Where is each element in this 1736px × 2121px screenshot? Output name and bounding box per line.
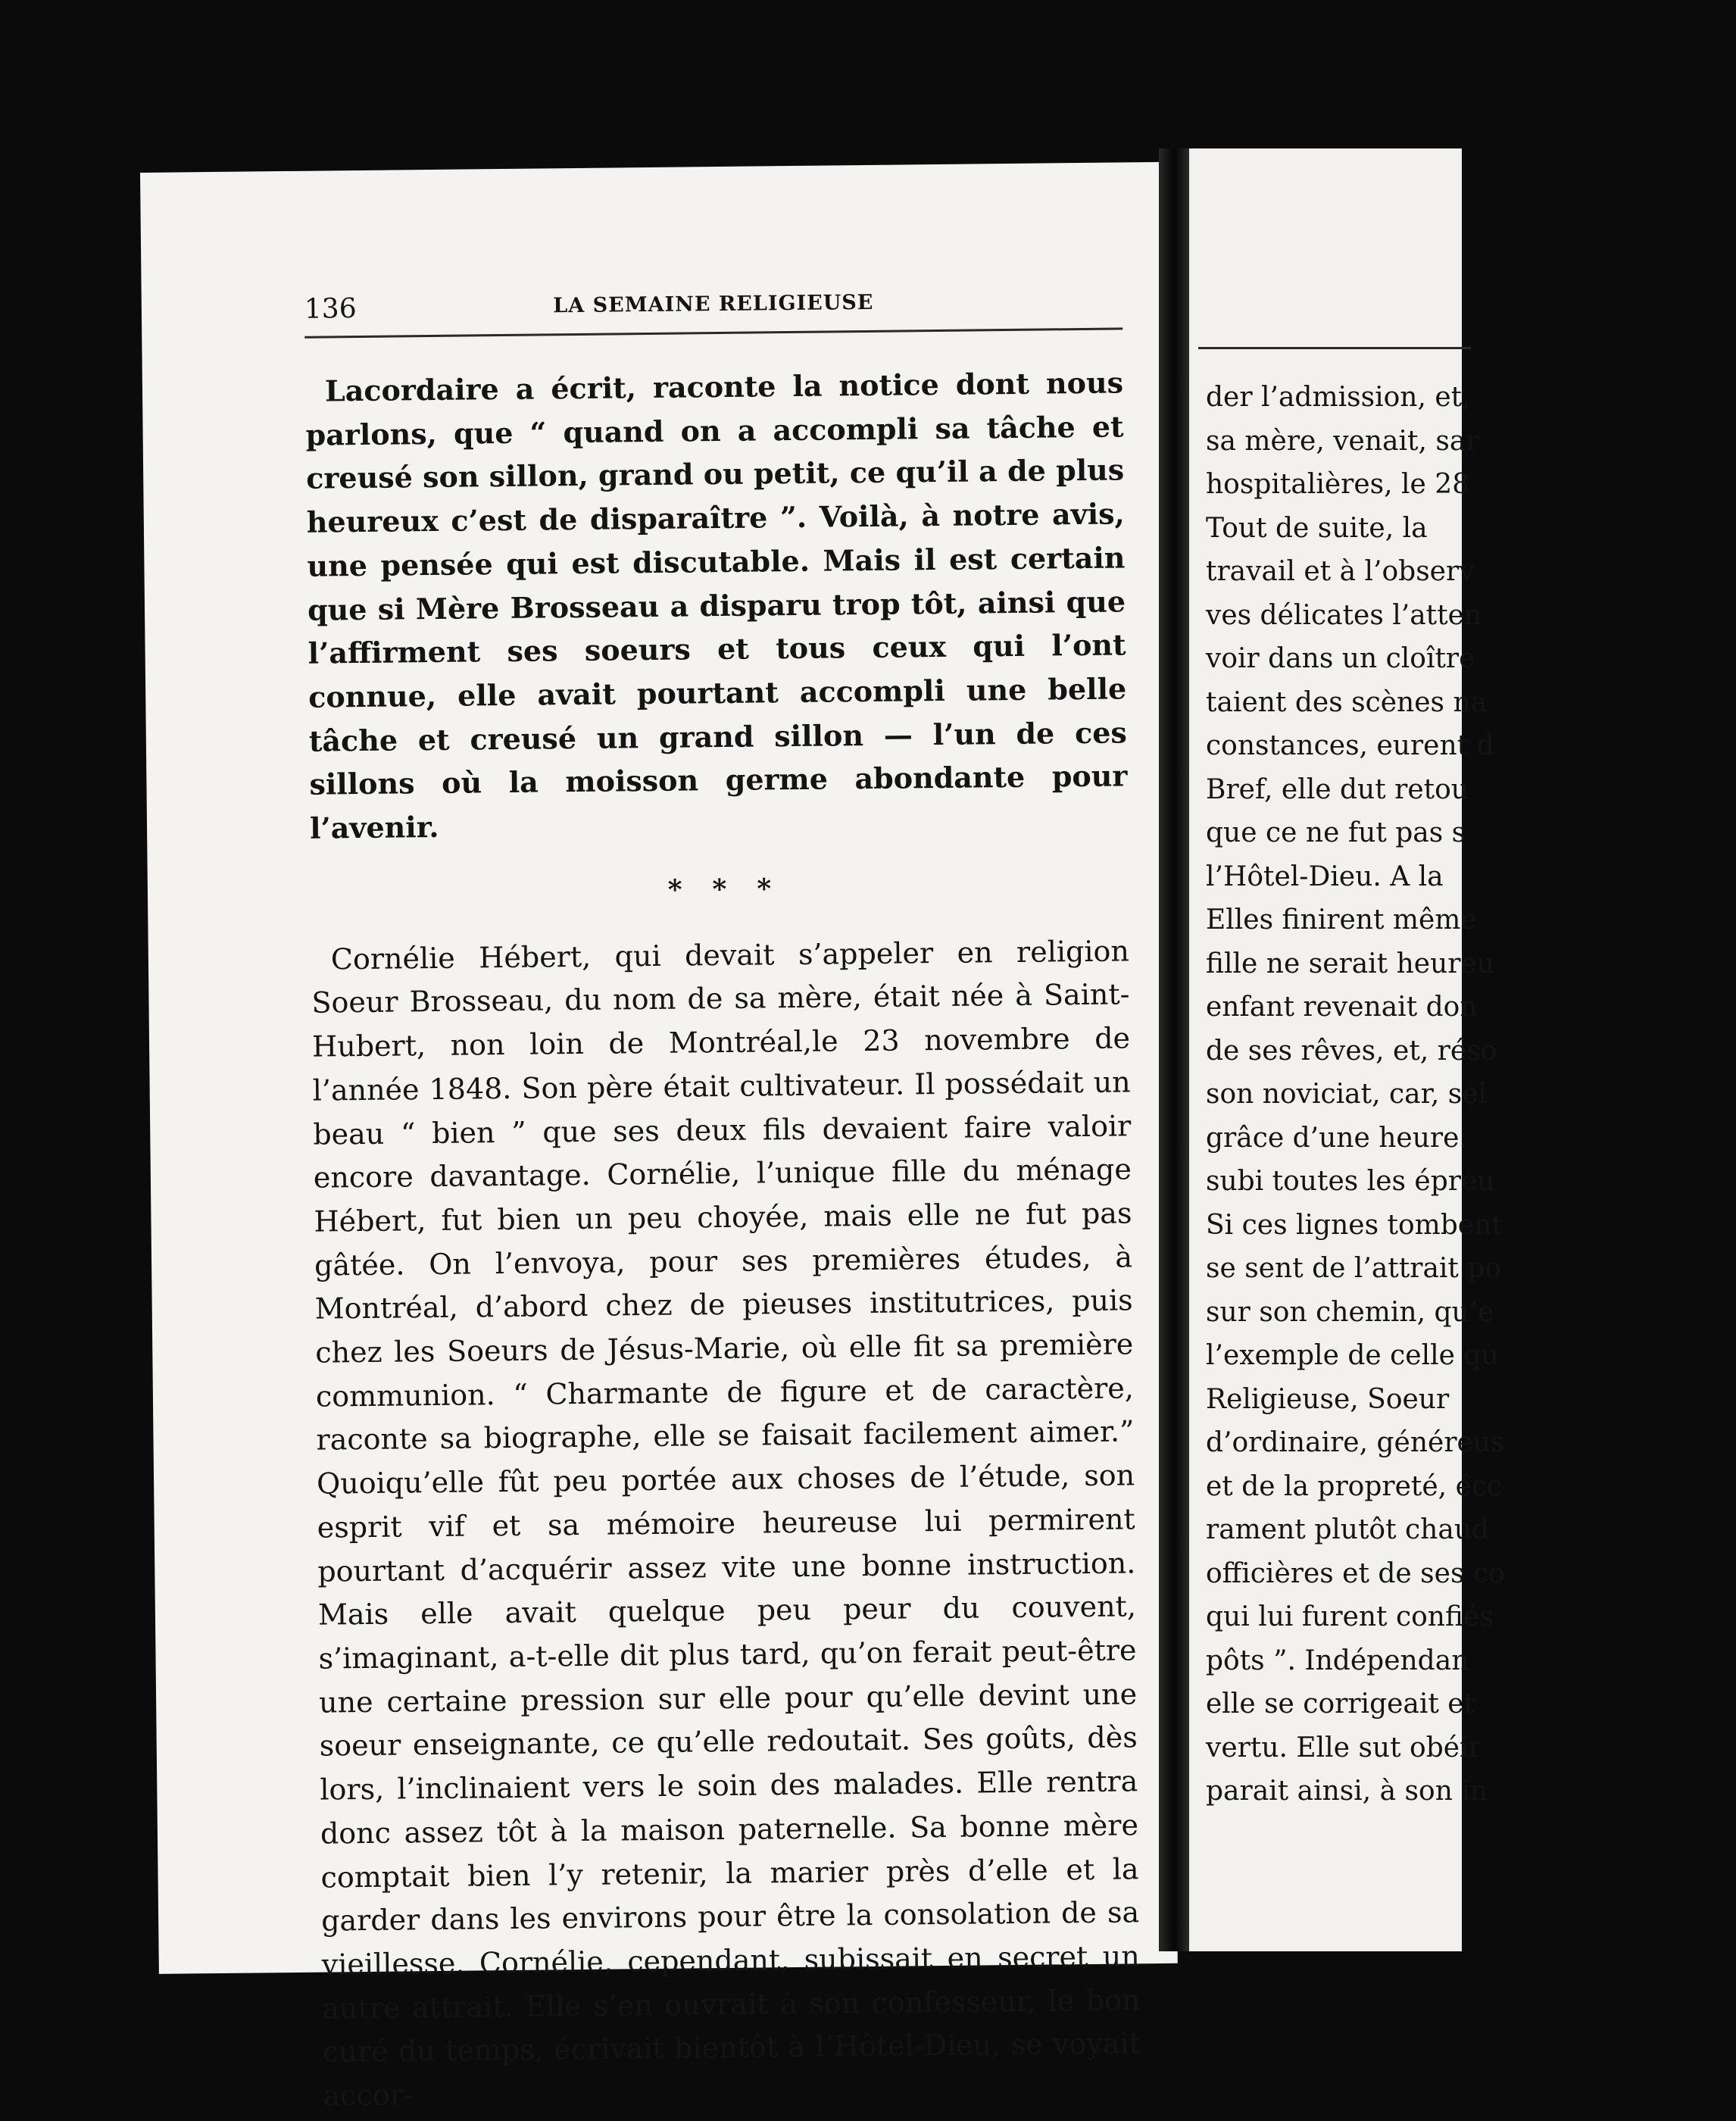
right-page-line: Tout de suite, la <box>1206 512 1428 544</box>
right-page-line: l’Hôtel-Dieu. A la <box>1206 861 1444 892</box>
body-text <box>305 361 1141 2118</box>
right-page-line: Bref, elle dut retou <box>1206 773 1469 805</box>
right-page-line: vertu. Elle sut obéir <box>1206 1732 1482 1763</box>
right-page-text <box>1206 376 1736 1813</box>
section-separator <box>310 842 1129 938</box>
right-page-line: parait ainsi, à son in <box>1206 1776 1488 1807</box>
right-page-line: taient des scènes na <box>1206 686 1488 718</box>
right-page-line: subi toutes les épreu <box>1206 1166 1495 1197</box>
right-page-fragment <box>1189 148 1505 1951</box>
right-page-line: der l’admission, et, <box>1206 382 1471 413</box>
paragraph-lacordaire: Lacordaire a écrit, raconte la notice dont nous parlons, que “ quand on a accompli sa tâche et creusé son sillon, grand ou petit, ce qu’il a de plus heureux c’est de disparaître ”. Voilà, à notre avis, une pensée qui est discutable. Mais il est certain que si Mère Brosseau a disparu trop tôt, ainsi que l’affirment ses soeurs et tous ceux qui l’ont connue, elle avait pourtant accompli une belle tâche et creusé un grand sillon — l’un de ces sillons où la moisson germe abondante pour l’avenir. <box>305 365 1128 845</box>
right-page-line: Religieuse, Soeur <box>1206 1383 1450 1415</box>
right-page-line: pôts ”. Indépendan <box>1206 1645 1469 1676</box>
right-page-line: ves délicates l’atten <box>1206 599 1482 631</box>
left-page <box>140 162 1178 2113</box>
right-page-line: travail et à l’observ <box>1206 556 1475 587</box>
separator-star: * <box>712 873 727 906</box>
running-head: LA SEMAINE RELIGIEUSE <box>553 290 874 318</box>
book-gutter <box>1159 148 1189 1951</box>
right-page-line: officières et de ses co <box>1206 1557 1505 1589</box>
right-page-line: de ses rêves, et, réso <box>1206 1035 1497 1067</box>
right-page-line: hospitalières, le 28 <box>1206 469 1470 500</box>
right-page-line: que ce ne fut pas s <box>1206 817 1466 848</box>
right-page-line: d’ordinaire, généreus <box>1206 1427 1505 1458</box>
right-page-line: sur son chemin, qu’e <box>1206 1296 1494 1328</box>
right-page-line: l’exemple de celle qu <box>1206 1340 1499 1371</box>
right-page-line: voir dans un cloître <box>1206 643 1475 674</box>
separator-star: * <box>757 873 772 905</box>
right-page-line: grâce d’une heure. <box>1206 1122 1468 1154</box>
right-page-line: fille ne serait heureu <box>1206 948 1494 979</box>
right-page-line: sa mère, venait, sar <box>1206 425 1479 457</box>
right-page-line: elle se corrigeait et <box>1206 1688 1475 1720</box>
right-page-line: se sent de l’attrait po <box>1206 1253 1502 1284</box>
separator-star: * <box>667 873 682 906</box>
right-page-line: et de la propreté, écc <box>1206 1470 1503 1502</box>
page-number: 136 <box>304 293 357 325</box>
page-header <box>304 282 1123 338</box>
right-page-line: Si ces lignes tombent <box>1206 1209 1503 1241</box>
paragraph-cornelie: Cornélie Hébert, qui devait s’appeler en religion Soeur Brosseau, du nom de sa mère, était née à Saint-Hubert, non loin de Montréal,le 23 novembre de l’année 1848. Son père était cultivateur. Il possédait un beau “ bien ” que ses deux fils devaient faire valoir encore davantage. Cornélie, l’unique fille du ménage Hébert, fut bien un peu choyée, mais elle ne fut pas gâtée. On l’envoya, pour ses premières études, à Montréal, d’abord chez de pieuses institutrices, puis chez les Soeurs de Jésus-Marie, où elle fit sa première communion. “ Charmante de figure et de caractère, raconte sa biographe, elle se faisait facilement aimer.” Quoiqu’elle fût peu portée aux choses de l’étude, son esprit vif et sa mémoire heureuse lui permirent pourtant d’acquérir assez vite une bonne instruction. Mais elle avait quelque peu peur du couvent, s’imaginant, a-t-elle dit plus tard, qu’on ferait peut-être une certaine pression sur elle pour qu’elle devint une soeur enseignante, ce qu’elle redoutait. Ses goûts, dès lors, l’inclinaient vers le soin des malades. Elle rentra donc assez tôt à la maison paternelle. Sa bonne mère comptait bien l’y retenir, la marier près d’elle et la garder dans les environs pour être la consolation de sa vieillesse. Cornélie, cependant, subissait en secret un autre attrait. Elle s’en ouvrait à son confesseur, le bon curé du temps, écrivait bientôt à l’Hôtel-Dieu, se voyait accor- <box>311 934 1141 2113</box>
right-page-line: qui lui furent confiés <box>1206 1601 1494 1632</box>
right-page-line: constances, eurent d <box>1206 730 1494 761</box>
right-page-line: enfant revenait don <box>1206 992 1478 1023</box>
header-rule <box>1198 347 1471 349</box>
right-page-line: rament plutôt chaud <box>1206 1514 1490 1545</box>
right-page-line: Elles finirent même <box>1206 904 1477 936</box>
right-page-line: son noviciat, car, sel <box>1206 1079 1488 1110</box>
